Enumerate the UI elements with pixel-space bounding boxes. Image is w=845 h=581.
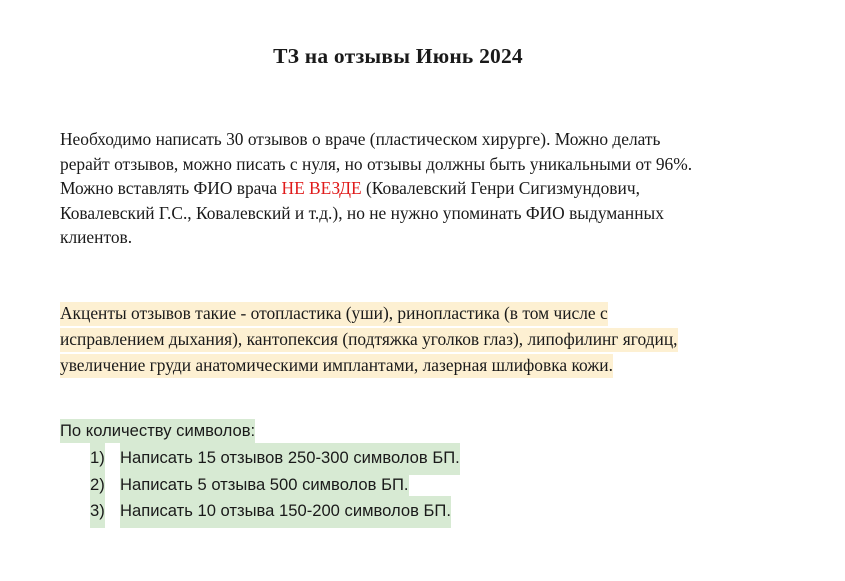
accents-line <box>60 300 820 326</box>
intro-line <box>60 176 800 201</box>
list-number: 3) <box>90 496 105 528</box>
list-number: 2) <box>90 470 105 502</box>
intro-line: Ковалевский Г.С., Ковалевский и т.д.), но не нужно упоминать ФИО выдуманных <box>60 202 664 223</box>
accents-line <box>60 326 820 352</box>
not-everywhere-warning: НЕ ВЕЗДЕ <box>281 178 362 199</box>
list-text: Написать 15 отзывов 250-300 символов БП. <box>120 443 460 475</box>
list-item <box>60 496 820 523</box>
counts-heading-text: По количеству символов: <box>60 419 255 443</box>
accents-highlight: увеличение груди анатомическими имплантами, лазерная шлифовка кожи. <box>60 354 613 378</box>
intro-line: клиентов. <box>60 227 133 248</box>
character-counts-section <box>60 418 820 523</box>
intro-text: (Ковалевский Генри Сигизмундович, <box>361 178 640 199</box>
accents-paragraph <box>60 300 820 379</box>
accents-highlight: Акценты отзывов такие - отопластика (уши), ринопластика (в том числе с <box>60 302 608 326</box>
list-text: Написать 5 отзыва 500 символов БП. <box>120 470 409 502</box>
accents-line <box>60 352 820 378</box>
accents-highlight: исправлением дыхания), кантопексия (подтяжка уголков глаз), липофилинг ягодиц, <box>60 328 678 352</box>
counts-heading <box>60 418 820 443</box>
list-text: Написать 10 отзыва 150-200 символов БП. <box>120 496 451 528</box>
intro-paragraph <box>60 127 800 250</box>
document-title: ТЗ на отзывы Июнь 2024 <box>273 44 523 68</box>
list-item <box>60 470 820 497</box>
intro-text: Можно вставлять ФИО врача <box>60 178 282 199</box>
counts-list <box>60 443 820 523</box>
list-item <box>60 443 820 470</box>
intro-line: Необходимо написать 30 отзывов о враче (пластическом хирурге). Можно делать <box>60 129 661 149</box>
list-number: 1) <box>90 443 105 475</box>
intro-line: рерайт отзывов, можно писать с нуля, но отзывы должны быть уникальными от 96%. <box>60 153 693 174</box>
